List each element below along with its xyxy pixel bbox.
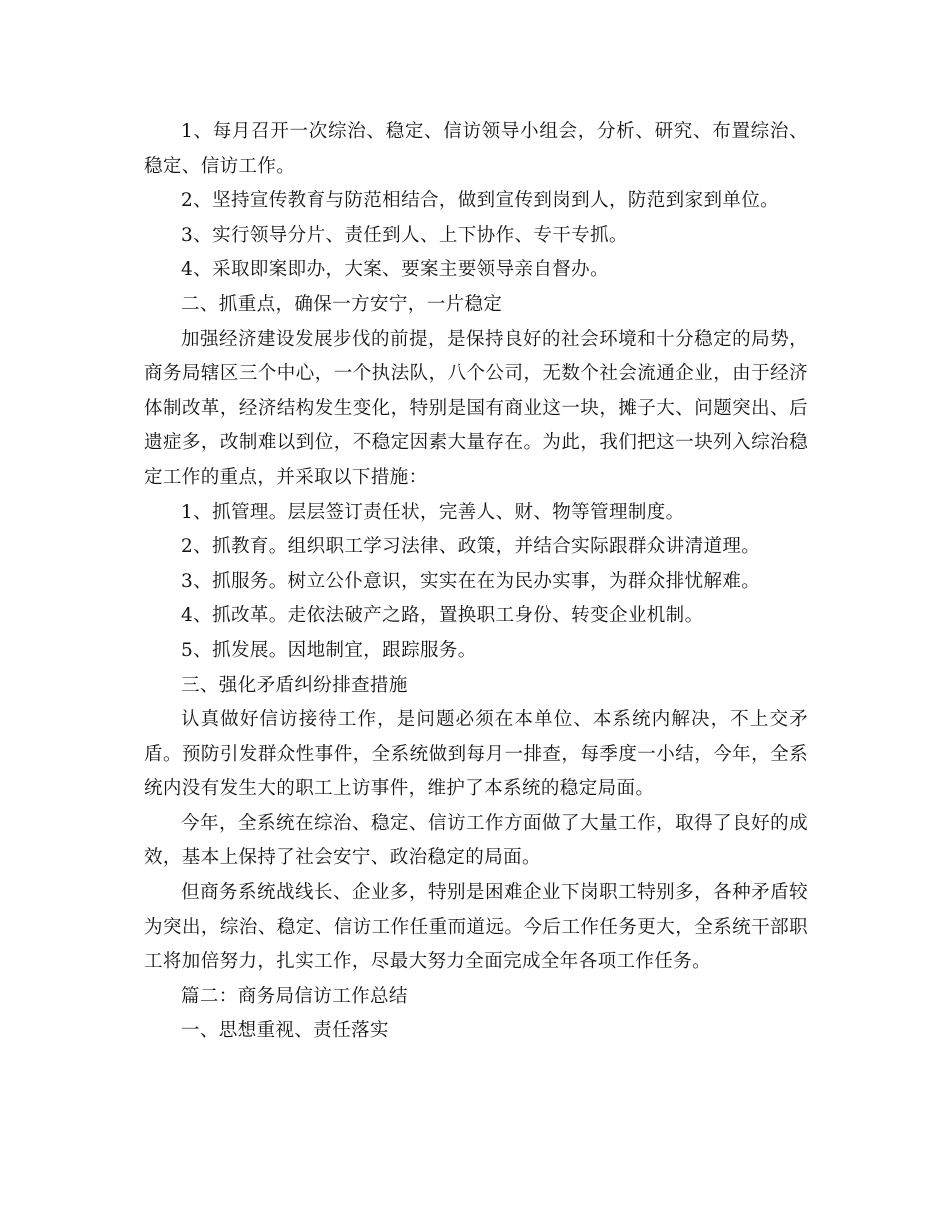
paragraph: 2、坚持宣传教育与防范相结合，做到宣传到岗到人，防范到家到单位。 — [181, 190, 780, 212]
paragraph: 5、抓发展。因地制宜，跟踪服务。 — [181, 639, 477, 661]
paragraph: 4、采取即案即办，大案、要案主要领导亲自督办。 — [181, 259, 609, 281]
document-body — [144, 115, 808, 1049]
paragraph: 3、实行领导分片、责任到人、上下协作、专干专抓。 — [181, 224, 628, 246]
paragraph: 认真做好信访接待工作，是问题必须在本单位、本系统内解决，不上交矛盾。预防引发群众性事件，全系统做到每月一排查，每季度一小结，今年，全系统内没有发生大的职工上访事件，维护了本系统的稳定局面。 — [144, 709, 808, 800]
paragraph: 但商务系统战线长、企业多，特别是困难企业下岗职工特别多，各种矛盾较为突出，综治、稳定、信访工作任重而道远。今后工作任务更大，全系统干部职工将加倍努力，扎实工作，尽最大努力全面完成全年各项工作任务。 — [144, 882, 808, 973]
section-heading: 二、抓重点，确保一方安宁，一片稳定 — [181, 293, 503, 315]
paragraph: 4、抓改革。走依法破产之路，置换职工身份、转变企业机制。 — [181, 605, 704, 627]
paragraph: 3、抓服务。树立公仆意识，实实在在为民办实事，为群众排忧解难。 — [181, 570, 761, 592]
section-heading: 一、思想重视、责任落实 — [181, 1020, 389, 1042]
paragraph: 2、抓教育。组织职工学习法律、政策，并结合实际跟群众讲清道理。 — [181, 536, 761, 558]
paragraph: 1、抓管理。层层签订责任状，完善人、财、物等管理制度。 — [181, 501, 685, 523]
section-heading: 三、强化矛盾纠纷排查措施 — [181, 674, 408, 696]
chapter-heading: 篇二：商务局信访工作总结 — [181, 985, 408, 1007]
paragraph: 1、每月召开一次综治、稳定、信访领导小组会，分析、研究、布置综治、稳定、信访工作。 — [144, 121, 808, 177]
paragraph: 今年，全系统在综治、稳定、信访工作方面做了大量工作，取得了良好的成效，基本上保持了社会安宁、政治稳定的局面。 — [144, 812, 808, 869]
paragraph: 加强经济建设发展步伐的前提，是保持良好的社会环境和十分稳定的局势，商务局辖区三个中心，一个执法队，八个公司，无数个社会流通企业，由于经济体制改革，经济结构发生变化，特别是国有商业这一块，摊子大、问题突出、后遗症多，改制难以到位，不稳定因素大量存在。为此，我们把这一块列入综治稳定工作的重点，并采取以下措施： — [144, 328, 808, 488]
